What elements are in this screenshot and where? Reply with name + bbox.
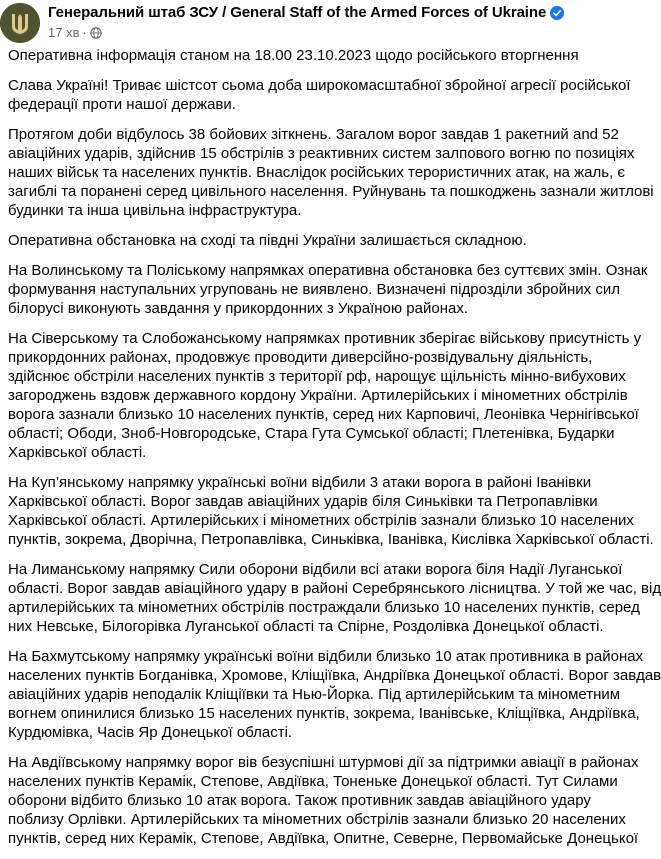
paragraph-line: На Сіверському та Слобожанському напрямках противник зберігає військову присутність у [8, 330, 642, 347]
paragraph-line: пунктів, серед них Керамік, Степове, Авдіївка, Опитне, Северне, Первомайське Донецької [8, 830, 639, 847]
paragraph-line: федерації проти нашої держави. [8, 96, 236, 113]
paragraph-line: області; Ободи, Зноб-Новгородське, Стара Гута Сумської області; Плетенівка, Бударки [8, 425, 615, 442]
trident-emblem-icon [0, 3, 40, 43]
globe-icon[interactable] [90, 27, 102, 39]
post-meta [48, 25, 102, 40]
post-paragraph [8, 647, 661, 742]
paragraph-line: формування наступальних угруповань не виявлено. Визначені підрозділи збройних сил [8, 281, 620, 298]
post-timestamp[interactable]: 17 хв [48, 25, 80, 40]
paragraph-line: ворога зазнали близько 10 населених пунктів, серед них Карповичі, Леонівка Чернігівської [8, 406, 639, 423]
page-avatar[interactable] [0, 3, 40, 43]
paragraph-line: пунктів, зокрема, Дворічна, Петропавлівка, Синьківка, Іванівка, Кислівка Харківської області. [8, 531, 654, 548]
paragraph-line: На Авдіївському напрямку ворог вів безуспішні штурмові дії за підтримки авіації в районах [8, 754, 639, 771]
post-paragraph [8, 560, 661, 636]
paragraph-line: вогнем опинилися близько 15 населених пунктів, зокрема, Іванівське, Кліщіївка, Андріївка, [8, 705, 640, 722]
paragraph-line: здійснює обстріли населених пунктів з території рф, нарощує щільність мінно-вибухових [8, 368, 626, 385]
paragraph-line: артилерійських та мінометних обстрілів постраждали близько 10 населених пунктів, серед [8, 599, 640, 616]
paragraph-line: авіаційних ударів неподалік Кліщіївки та Нью-Йорка. Під артилерійським та мінометним [8, 686, 621, 703]
post-paragraph [8, 125, 654, 220]
post-paragraph [8, 76, 631, 114]
paragraph-line: Курдюмівка, Часів Яр Донецької області. [8, 724, 293, 741]
paragraph-line: Харківської області. Ворог завдав авіаційних ударів біля Синьківки та Петропавлівки [8, 493, 598, 510]
post-paragraph [8, 261, 648, 318]
post-paragraph [8, 753, 639, 848]
paragraph-line: Харківської області. [8, 444, 147, 461]
meta-separator: · [82, 25, 87, 40]
paragraph-line: прикордонних районах, продовжує проводити диверсійно-розвідувальну діяльність, [8, 349, 593, 366]
paragraph-line: Оперативна обстановка на сході та півдні України залишається складною. [8, 232, 527, 249]
post-paragraph [8, 473, 654, 549]
paragraph-line: оборони відбито близько 10 атак ворога. Також противник завдав авіаційного удару [8, 792, 591, 809]
paragraph-line: населених пунктів Богданівка, Хромове, Кліщіївка, Андріївка Донецької області. Ворог завдав [8, 667, 661, 684]
post-text [8, 46, 661, 859]
post-paragraph [8, 46, 608, 65]
paragraph-line: населених пунктів Керамік, Степове, Авдіївка, Тоненьке Донецької області. Тут Силами [8, 773, 618, 790]
paragraph-line: авіаційних ударів, здійснив 15 обстрілів з реактивних систем залпового вогню по позиціях [8, 145, 635, 162]
post-paragraph [8, 329, 642, 462]
verified-badge-icon [550, 6, 564, 20]
paragraph-line: поблизу Орлівки. Артилерійських та мінометних обстрілів зазнали близько 20 населених [8, 811, 626, 828]
paragraph-line: загиблі та поранені серед цивільного населення. Руйнувань та пошкоджень зазнали житлові [8, 183, 654, 200]
paragraph-line: наших військ та населених пунктів. Внаслідок російських терористичних атак, на жаль, є [8, 164, 626, 181]
post-header [0, 0, 586, 46]
paragraph-line: На Бахмутському напрямку українські воїни відбили близько 10 атак противника в районах [8, 648, 644, 665]
paragraph-line: білорусі виконують завдання у прикордонних з Україною районах. [8, 300, 468, 317]
paragraph-line: На Волинському та Поліському напрямках оперативна обстановка без суттєвих змін. Ознак [8, 262, 648, 279]
author-name[interactable]: Генеральний штаб ЗСУ / General Staff of the Armed Forces of Ukraine [48, 4, 547, 21]
paragraph-line: Оперативна інформація станом на 18.00 23.10.2023 щодо російського вторгнення [8, 47, 579, 64]
paragraph-line: будинки та інша цивільна інфраструктура. [8, 202, 302, 219]
post-paragraph [8, 231, 608, 250]
paragraph-line: На Лиманському напрямку Сили оборони відбили всі атаки ворога біля Надії Луганської [8, 561, 623, 578]
author-row [48, 4, 564, 21]
paragraph-line: області. Ворог завдав авіаційного удару в районі Серебрянського лісництва. У той же час, від [8, 580, 661, 597]
paragraph-line: них Невське, Білогорівка Луганської області та Спірне, Роздолівка Донецької області. [8, 618, 604, 635]
paragraph-line: Слава Україні! Триває шістсот сьома доба широкомасштабної збройної агресії російської [8, 77, 631, 94]
paragraph-line: загороджень вздовж державного кордону України. Артилерійських і мінометних обстрілів [8, 387, 628, 404]
paragraph-line: Харківської області. Артилерійських і мінометних обстрілів зазнали близько 10 населених [8, 512, 634, 529]
paragraph-line: На Куп’янському напрямку українські воїни відбили 3 атаки ворога в районі Іванівки [8, 474, 592, 491]
paragraph-line: Протягом доби відбулось 38 бойових зіткнень. Загалом ворог завдав 1 ракетний and 52 [8, 126, 619, 143]
